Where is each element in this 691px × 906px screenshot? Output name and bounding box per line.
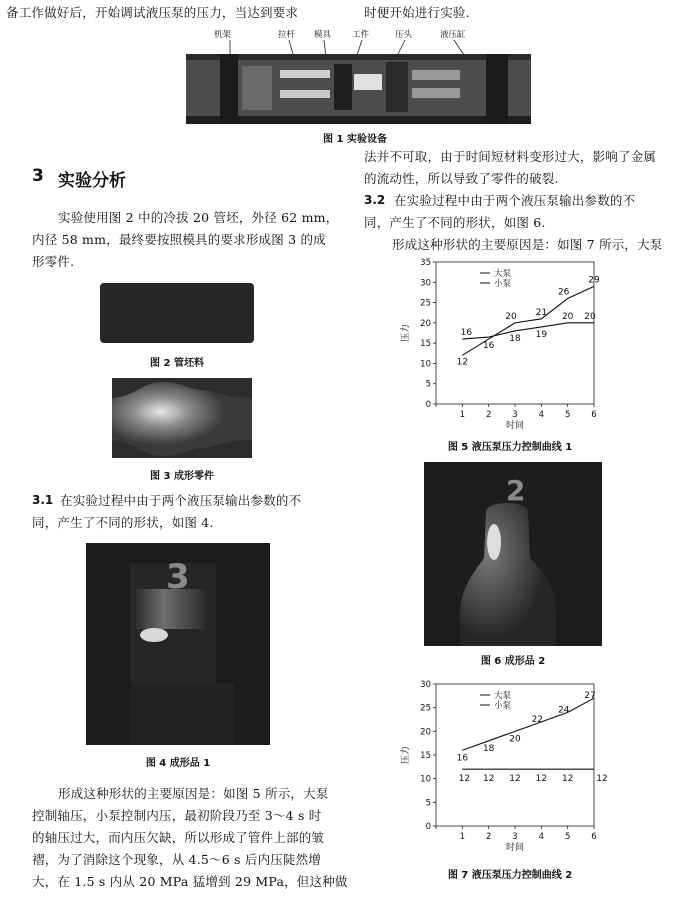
data-label: 18 xyxy=(482,743,495,754)
y-tick-label: 5 xyxy=(425,798,431,809)
legend-entry: 小泵 xyxy=(494,701,512,711)
subsection-3-2-line1: 在实验过程中由于两个液压泵输出参数的不 xyxy=(394,193,636,208)
fig1-label-die: 模具 xyxy=(314,30,332,40)
y-axis-label: 压力 xyxy=(401,745,411,765)
fig6-product-image xyxy=(424,462,602,646)
data-label: 12 xyxy=(561,774,574,785)
fig7-line-chart xyxy=(396,678,620,853)
data-label: 12 xyxy=(482,774,495,785)
x-tick-label: 5 xyxy=(564,832,571,842)
subsection-3-2-para: 形成这种形状的主要原因是：如图 7 所示，大泵 xyxy=(392,237,663,252)
data-label: 22 xyxy=(531,714,544,725)
fig1-label-punch: 压头 xyxy=(395,30,413,40)
section3-para-line3: 形零件. xyxy=(32,254,75,269)
left-bottom-line1: 形成这种形状的主要原因是：如图 5 所示，大泵 xyxy=(58,786,329,801)
y-tick-label: 10 xyxy=(420,774,431,785)
data-label: 12 xyxy=(456,357,469,368)
section-number: 3 xyxy=(32,166,44,186)
x-tick-label: 6 xyxy=(591,832,597,842)
fig1-label-frame: 机架 xyxy=(214,30,232,40)
x-tick-label: 4 xyxy=(538,832,545,842)
fig6-number-mark: 2 xyxy=(506,474,526,507)
left-bottom-line4: 褶，为了消除这个现象，从 4.5～6 s 后内压陡然增 xyxy=(32,852,322,867)
subsection-3-1-line2: 同，产生了不同的形状，如图 4. xyxy=(32,515,214,530)
x-tick-label: 1 xyxy=(459,410,466,420)
data-label: 20 xyxy=(561,311,574,322)
fig5-caption: 图 5 液压泵压力控制曲线 1 xyxy=(447,442,573,453)
data-label: 18 xyxy=(509,333,521,344)
data-label: 20 xyxy=(509,734,521,745)
y-tick-label: 30 xyxy=(420,278,431,289)
x-axis-label: 时间 xyxy=(505,843,525,853)
subsection-3-2-number: 3.2 xyxy=(364,193,386,207)
fig6-caption: 图 6 成形品 2 xyxy=(480,656,546,667)
fig2-caption: 图 2 管坯料 xyxy=(150,358,204,369)
data-label: 12 xyxy=(535,774,548,785)
x-tick-label: 5 xyxy=(564,410,571,420)
right-top-line2: 的流动性，所以导致了零件的破裂. xyxy=(364,171,559,186)
fig4-caption: 图 4 成形品 1 xyxy=(145,758,211,769)
fig1-label-rod: 拉杆 xyxy=(278,30,296,40)
data-label: 20 xyxy=(505,311,517,322)
fig1-label-cylinder: 液压缸 xyxy=(440,30,466,40)
y-tick-label: 10 xyxy=(420,359,431,370)
y-tick-label: 0 xyxy=(425,822,431,832)
top-right-text: 时便开始进行实验. xyxy=(364,5,470,20)
fig5-line-chart xyxy=(396,256,620,432)
subsection-3-1-line1: 在实验过程中由于两个液压泵输出参数的不 xyxy=(60,493,302,508)
fig2-tube-image xyxy=(100,283,254,343)
y-tick-label: 15 xyxy=(420,751,431,761)
data-label: 12 xyxy=(596,774,608,785)
data-label: 27 xyxy=(584,691,596,702)
x-tick-label: 6 xyxy=(591,410,597,420)
section-title: 实验分析 xyxy=(58,171,126,191)
fig1-caption: 图 1 实验设备 xyxy=(323,134,387,145)
fig3-part-image xyxy=(112,378,252,458)
y-tick-label: 20 xyxy=(420,318,431,329)
fig1-equipment-image xyxy=(186,28,531,124)
x-tick-label: 3 xyxy=(512,832,518,842)
y-tick-label: 25 xyxy=(420,298,431,309)
subsection-3-2-line2: 同，产生了不同的形状，如图 6. xyxy=(364,215,546,230)
y-tick-label: 20 xyxy=(420,727,431,738)
data-label: 29 xyxy=(588,275,600,286)
subsection-3-1-number: 3.1 xyxy=(32,493,54,507)
y-axis-label: 压力 xyxy=(401,323,411,343)
left-bottom-line3: 的轴压过大，而内压欠缺，所以形成了管件上部的皱 xyxy=(32,830,325,845)
fig4-number-mark: 3 xyxy=(166,557,190,597)
data-label: 20 xyxy=(584,311,596,322)
y-tick-label: 35 xyxy=(420,258,431,268)
y-tick-label: 15 xyxy=(420,339,431,350)
data-label: 24 xyxy=(557,705,570,716)
data-label: 12 xyxy=(509,774,521,785)
data-label: 12 xyxy=(458,774,471,785)
left-bottom-line5: 大，在 1.5 s 内从 20 MPa 猛增到 29 MPa，但这种做 xyxy=(32,874,348,889)
fig1-label-workpiece: 工件 xyxy=(352,30,370,40)
data-label: 16 xyxy=(482,341,495,352)
legend-entry: 大泵 xyxy=(494,269,512,279)
x-tick-label: 4 xyxy=(538,410,545,420)
x-tick-label: 2 xyxy=(485,832,492,842)
section3-para-line2: 内径 58 mm，最终要按照模具的要求形成图 3 的成 xyxy=(32,232,326,247)
fig7-caption: 图 7 液压泵压力控制曲线 2 xyxy=(447,870,573,881)
data-label: 16 xyxy=(456,753,469,764)
top-left-text: 备工作做好后，开始调试液压泵的压力，当达到要求 xyxy=(6,5,299,20)
legend-entry: 小泵 xyxy=(494,279,512,289)
left-bottom-line2: 控制轴压，小泵控制内压，最初阶段乃至 3～4 s 时 xyxy=(32,808,322,823)
fig4-product-image xyxy=(86,543,270,745)
legend-entry: 大泵 xyxy=(494,691,512,701)
data-label: 21 xyxy=(535,307,548,318)
series-line-small-pump xyxy=(462,323,594,339)
x-tick-label: 3 xyxy=(512,410,518,420)
fig3-caption: 图 3 成形零件 xyxy=(150,471,214,482)
right-top-line1: 法并不可取，由于时间短材料变形过大，影响了金属 xyxy=(364,149,657,164)
data-label: 26 xyxy=(557,287,570,298)
series-line-large-pump xyxy=(462,698,594,750)
x-tick-label: 1 xyxy=(459,832,466,842)
x-tick-label: 2 xyxy=(485,410,492,420)
y-tick-label: 0 xyxy=(425,400,431,410)
y-tick-label: 25 xyxy=(420,703,431,714)
data-label: 16 xyxy=(460,328,473,339)
data-label: 19 xyxy=(535,329,548,340)
x-axis-label: 时间 xyxy=(505,421,525,431)
section3-para-line1: 实验使用图 2 中的冷拔 20 管坯，外径 62 mm， xyxy=(58,210,339,225)
y-tick-label: 30 xyxy=(420,680,431,690)
y-tick-label: 5 xyxy=(425,379,431,390)
